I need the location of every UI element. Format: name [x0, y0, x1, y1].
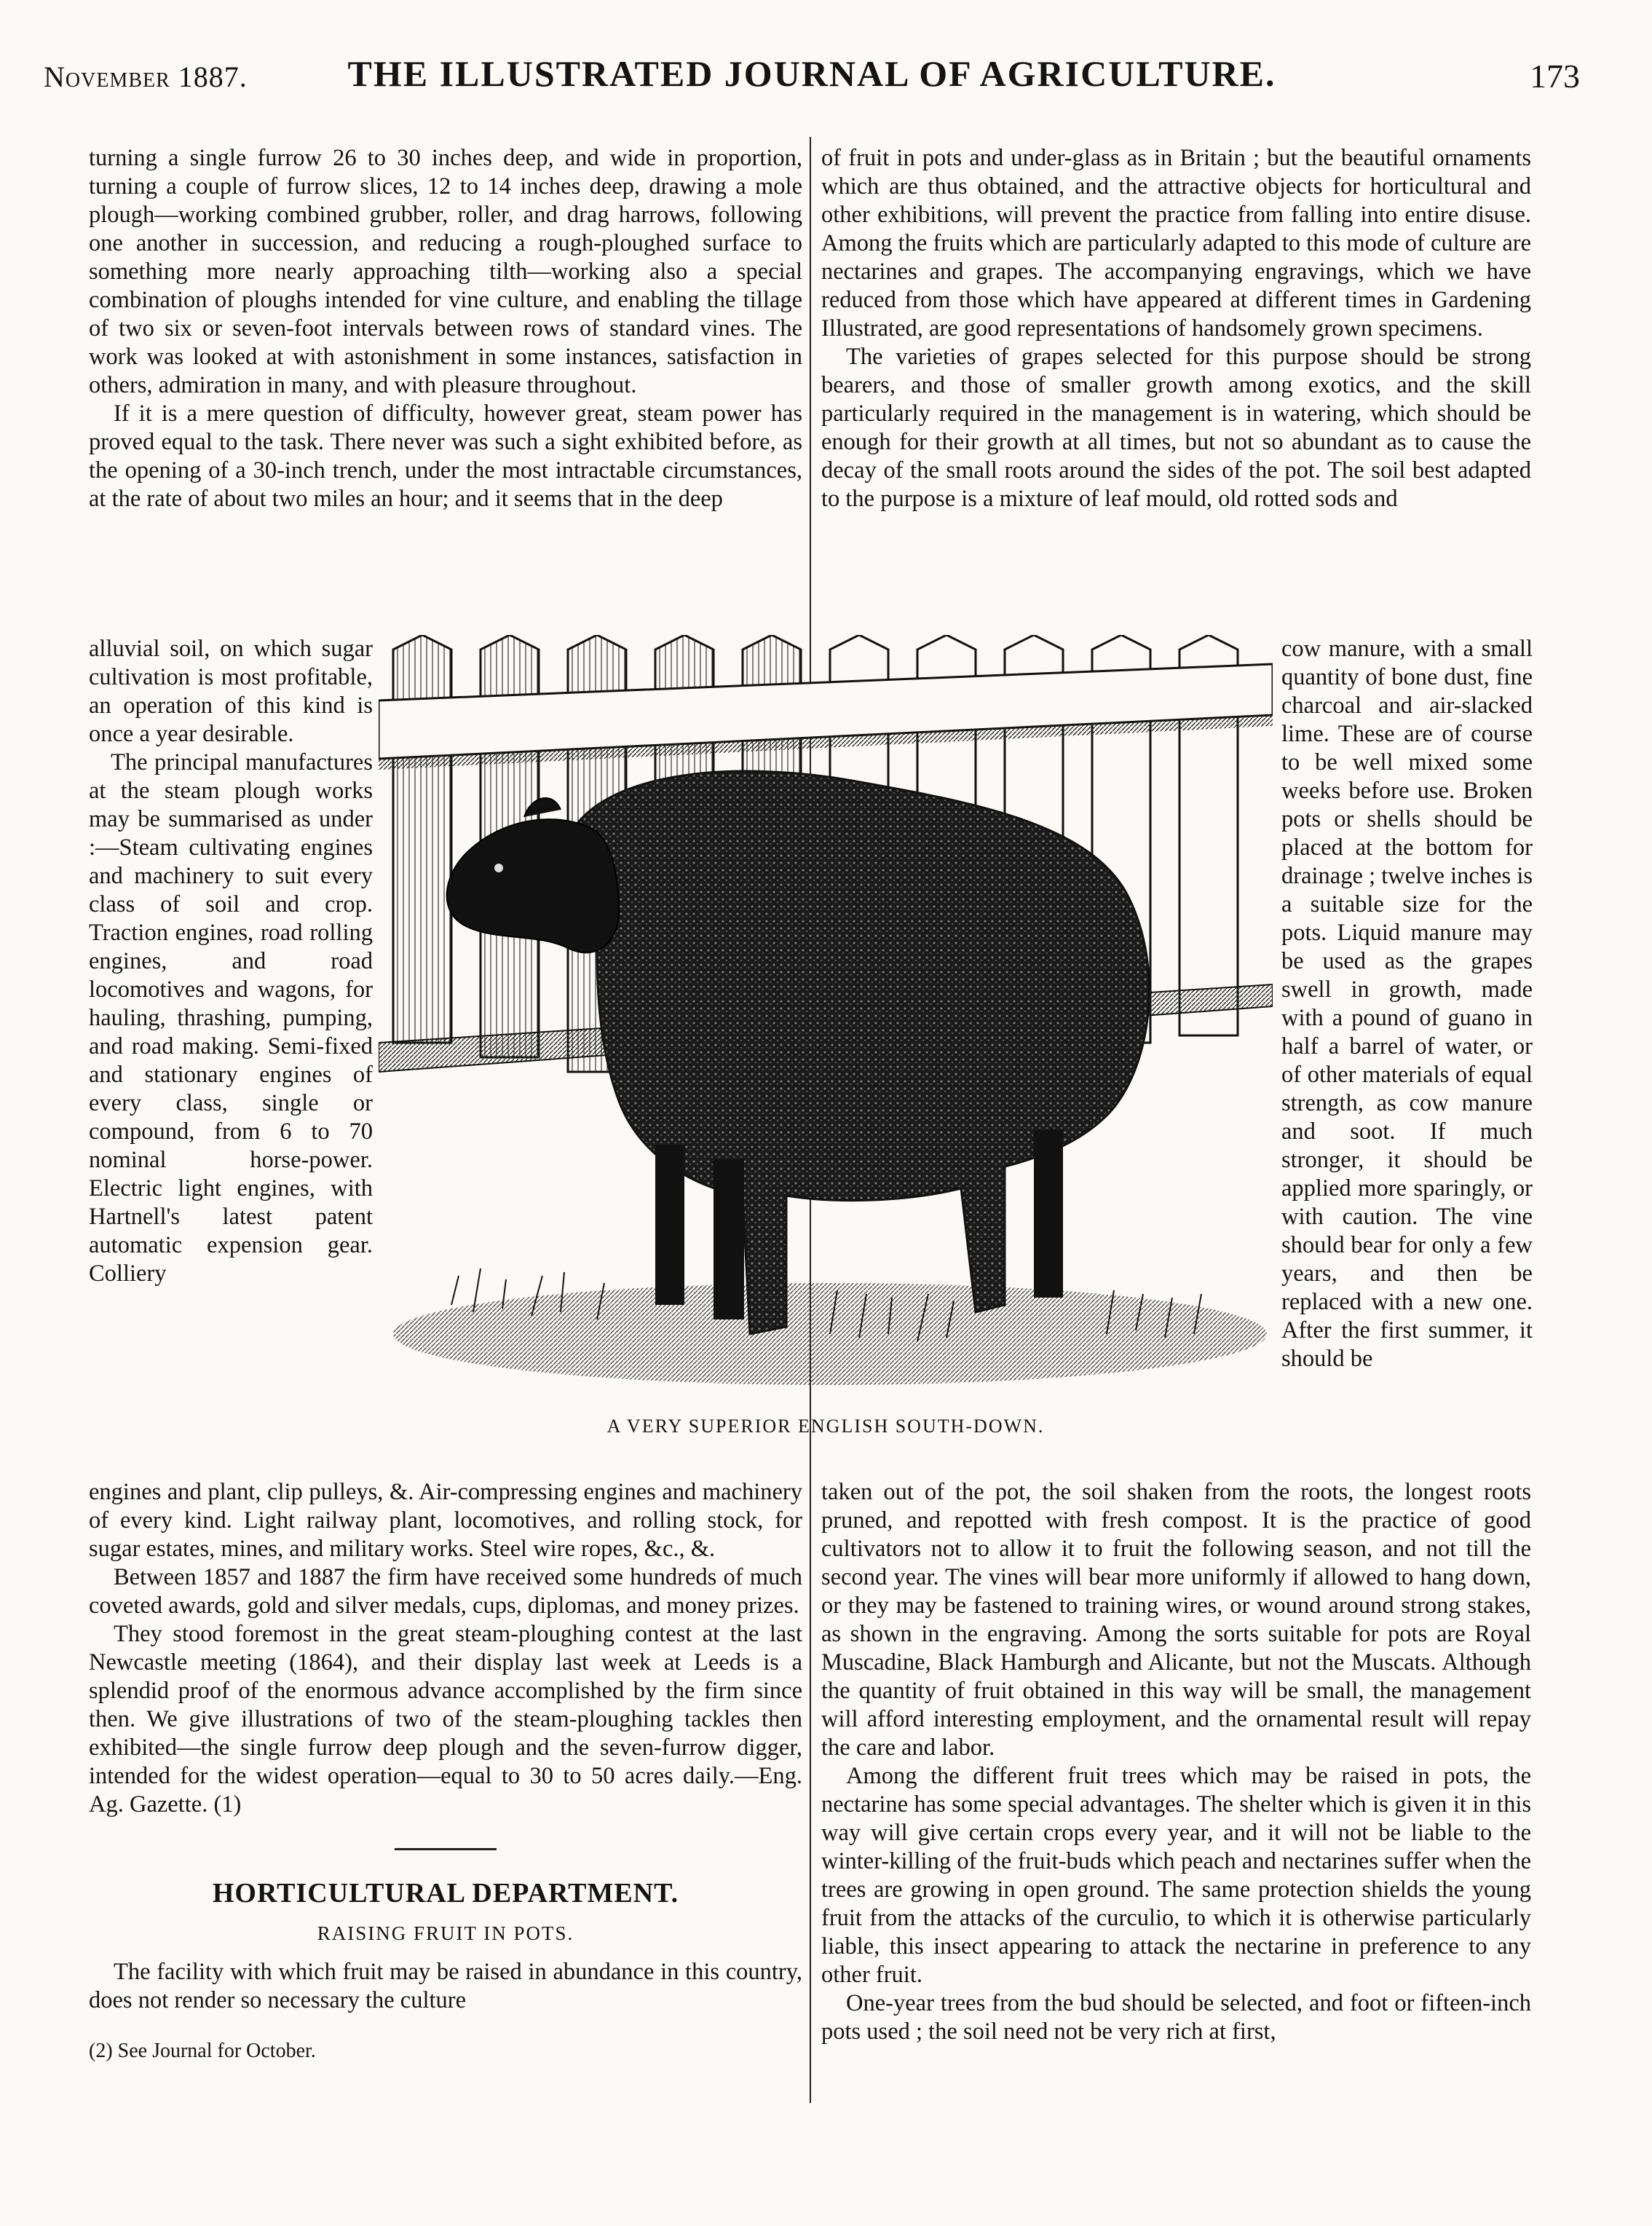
paragraph: They stood foremost in the great steam-ploughing contest at the last Newcastle meeting (1864), and their display last week at Leeds is a splendid proof of the enormous advance accomplished by the firm since then. We give illustrations of two of the steam-ploughing tackles then exhibited—the single furrow deep plough and the seven-furrow digger, intended for the widest operation—equal to 30 to 50 acres daily.—Eng. Ag. Gazette. (1): [89, 1621, 802, 1817]
right-wrap-text: [1281, 635, 1533, 1373]
sheep-illustration-svg: [379, 635, 1273, 1407]
paragraph: engines and plant, clip pulleys, &. Air-compressing engines and machinery of every kind. Light railway plant, locomotives, and rolling stock, for sugar estates, mines, and military works. Steel wire ropes, &c., &.: [89, 1479, 802, 1562]
journal-title: THE ILLUSTRATED JOURNAL OF AGRICULTURE.: [347, 53, 1276, 94]
paragraph: alluvial soil, on which sugar cultivation is most profitable, an operation of this kind is once a year desirable.: [89, 636, 373, 747]
paragraph: Among the different fruit trees which may be raised in pots, the nectarine has some special advantages. The shelter which is given it in this way will give certain crops every year, and it will not be liable to the winter-killing of the fruit-buds which peach and nectarines suffer when the trees are growing in open ground. The same protection shields the young fruit from the attacks of the curculio, to which it is otherwise particularly liable, this insect appearing to attack the nectarine in preference to any other fruit.: [821, 1763, 1531, 1988]
section-rule: [395, 1848, 497, 1850]
figure-caption: A VERY SUPERIOR ENGLISH SOUTH-DOWN.: [606, 1416, 1045, 1437]
footnote-mark: (2): [89, 2040, 113, 2062]
paragraph: The varieties of grapes selected for this purpose should be strong bearers, and those of smaller growth among exotics, and the skill particularly required in the management is in watering, which should be enough for their growth at all times, but not so abundant as to cause the decay of the small roots around the sides of the pot. The soil best adapted to the purpose is a mixture of leaf mould, old rotted sods and: [821, 344, 1531, 512]
paragraph: taken out of the pot, the soil shaken from the roots, the longest roots pruned, and repotted with fresh compost. It is the practice of good cultivators not to allow it to fruit the following season, and not till the second year. The vines will bear more uniformly if allowed to hang down, or they may be fastened to training wires, or wound around strong stakes, as shown in the engraving. Among the sorts suitable for pots are Royal Muscadine, Black Hamburgh and Alicante, but not the Muscats. Although the quantity of fruit obtained in this way will be small, the management will afford interesting employment, and the ornamental result will repay the care and labor.: [821, 1479, 1531, 1761]
paragraph: of fruit in pots and under-glass as in Britain ; but the beautiful ornaments which are thus obtained, and the attractive objects for horticultural and other exhibitions, will prevent the practice from falling into entire disuse. Among the fruits which are particularly adapted to this mode of culture are nectarines and grapes. The accompanying engravings, which we have reduced from those which have appeared at different times in Gardening Illustrated, are good representations of handsomely grown specimens.: [821, 145, 1531, 342]
footnote: [89, 2037, 802, 2065]
left-column-top: [89, 144, 802, 513]
right-column-bottom: [821, 1478, 1531, 2046]
paragraph: The principal manufactures at the steam plough works may be summarised as under :—Steam cultivating engines and machinery to suit every class of soil and crop. Traction engines, road rolling engines, and road locomotives and wagons, for hauling, thrashing, pumping, and road making. Semi-fixed and stationary engines of every class, single or compound, from 6 to 70 nominal horse-power. Electric light engines, with Hartnell's latest patent automatic expension gear. Colliery: [89, 749, 373, 1287]
left-wrap-text: [89, 635, 373, 1288]
paragraph: Between 1857 and 1887 the firm have received some hundreds of much coveted awards, gold and silver medals, cups, diplomas, and money prizes.: [89, 1564, 802, 1619]
department-subtitle: RAISING FRUIT IN POTS.: [317, 1922, 574, 1944]
right-column-top: [821, 144, 1531, 513]
department-title: HORTICULTURAL DEPARTMENT.: [212, 1878, 679, 1909]
page-number: 173: [1530, 58, 1580, 95]
paragraph: If it is a mere question of difficulty, however great, steam power has proved equal to the task. There never was such a sight exhibited before, as the opening of a 30-inch trench, under the most intractable circumstances, at the rate of about two miles an hour; and it seems that in the deep: [89, 400, 802, 512]
paragraph: cow manure, with a small quantity of bone dust, fine charcoal and air-slacked lime. These are of course to be well mixed some weeks before use. Broken pots or shells should be placed at the bottom for drainage ; twelve inches is a suitable size for the pots. Liquid manure may be used as the grapes swell in growth, made with a pound of guano in half a barrel of water, or of other materials of equal strength, as cow manure and soot. If much stronger, it should be applied more sparingly, or with caution. The vine should bear for only a few years, and then be replaced with a new one. After the first summer, it should be: [1281, 636, 1533, 1372]
left-column-bottom: [89, 1478, 802, 2065]
paragraph: The facility with which fruit may be raised in abundance in this country, does not render so necessary the culture: [89, 1959, 802, 2013]
paragraph: One-year trees from the bud should be selected, and foot or fifteen-inch pots used ; the soil need not be very rich at first,: [821, 1990, 1531, 2045]
footnote-text: See Journal for October.: [117, 2040, 316, 2062]
page-header: [44, 47, 1580, 112]
issue-date: November 1887.: [44, 60, 248, 93]
paragraph: turning a single furrow 26 to 30 inches deep, and wide in proportion, turning a couple of furrow slices, 12 to 14 inches deep, drawing a mole plough—working combined grubber, roller, and drag harrows, following one another in succession, and reducing a rough-ploughed surface to something more nearly approaching tilth—working also a special combination of ploughs intended for vine culture, and enabling the tillage of two six or seven-foot intervals between rows of standard vines. The work was looked at with astonishment in some instances, satisfaction in others, admiration in many, and with pleasure throughout.: [89, 145, 802, 398]
sheep-engraving-illustration: [379, 635, 1273, 1407]
